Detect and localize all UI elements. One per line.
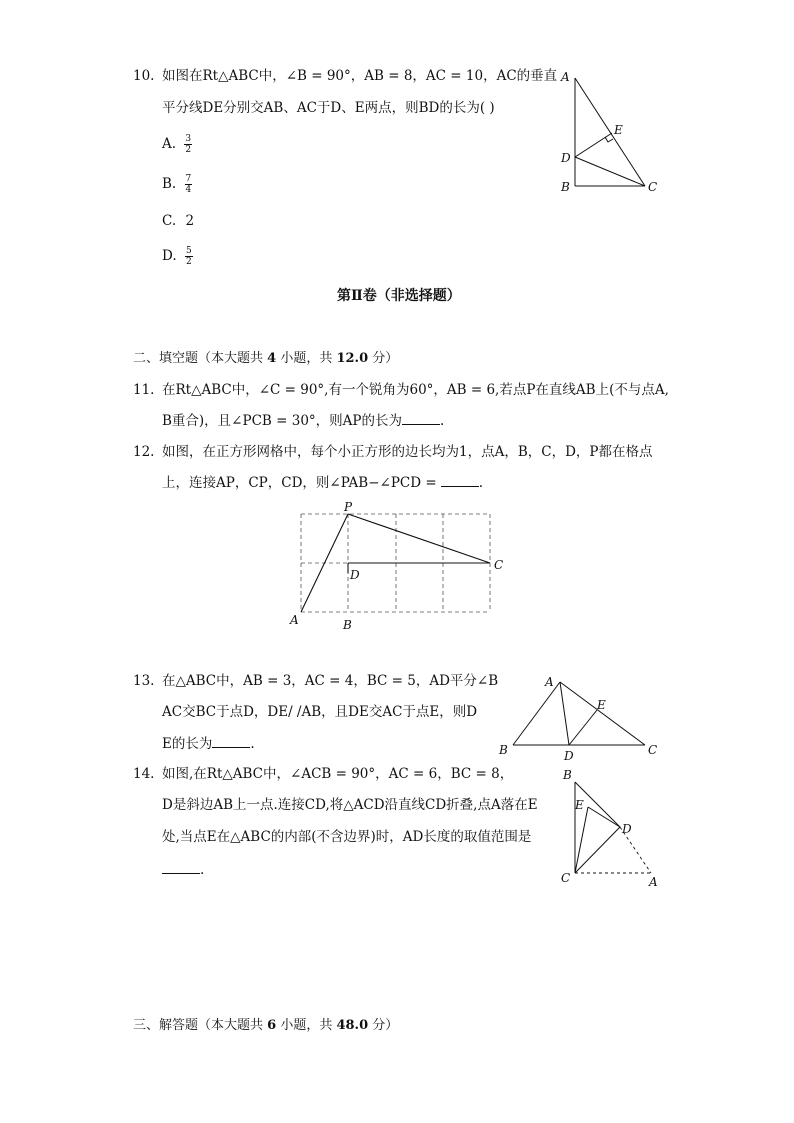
option-value: 2 <box>185 213 195 229</box>
part-2-mid: 小题，共 <box>276 351 337 366</box>
q14-line2: D是斜边AB上一点.连接CD,将△ACD沿直线CD折叠,点A落在E <box>162 797 538 813</box>
q13-line2: AC交BC于点D，DE/ /AB，且DE交AC于点E，则D <box>162 704 478 720</box>
label-c: C <box>494 558 504 572</box>
answer-blank[interactable] <box>402 410 440 425</box>
option-label: C. <box>162 213 177 229</box>
label-a: A <box>290 613 299 627</box>
label-c: C <box>561 871 571 885</box>
segment-ce <box>575 807 588 873</box>
part-2-suffix: 分） <box>368 351 399 366</box>
fraction-denominator: 2 <box>185 257 192 267</box>
segment-pc <box>348 514 490 563</box>
q10-option-b[interactable] <box>162 174 192 195</box>
part-3-heading <box>133 1014 398 1033</box>
option-label: A. <box>162 136 177 152</box>
label-b: B <box>343 618 352 632</box>
q11-end: . <box>440 413 445 429</box>
segment-ac <box>575 78 645 186</box>
q11-number: 11. <box>133 382 155 398</box>
label-b: B <box>563 768 572 782</box>
label-d: D <box>350 568 360 582</box>
part-3-suffix: 分） <box>368 1018 399 1033</box>
right-angle-mark <box>605 137 613 142</box>
label-b: B <box>561 180 570 194</box>
fraction-numerator: 5 <box>185 246 192 256</box>
fraction <box>185 174 193 195</box>
part-3-score: 48.0 <box>336 1018 369 1033</box>
label-d: D <box>564 749 574 763</box>
label-e: E <box>597 698 606 712</box>
segment-ad <box>560 682 569 745</box>
fraction-denominator: 2 <box>185 145 192 155</box>
q10-line1: 如图在Rt△ABC中，∠B = 90°，AB = 8，AC = 10，AC的垂直 <box>162 68 558 84</box>
label-d: D <box>561 151 571 165</box>
part-2-score: 12.0 <box>336 351 369 366</box>
part-2-count: 4 <box>267 351 277 366</box>
answer-blank[interactable] <box>441 472 479 487</box>
label-a: A <box>561 70 570 84</box>
q13-line3-wrap <box>162 733 255 754</box>
section-2-title: 第Ⅱ卷（非选择题） <box>337 288 461 304</box>
segment-cd <box>575 827 620 873</box>
label-a: A <box>545 675 554 689</box>
fraction <box>184 134 192 155</box>
q11-line2: B重合)，且∠PCB = 30°，则AP的长为 <box>162 413 402 429</box>
answer-blank[interactable] <box>212 733 250 748</box>
answer-blank[interactable] <box>162 859 200 874</box>
label-e: E <box>575 798 584 812</box>
q13-line1: 在△ABC中，AB = 3，AC = 4，BC = 5，AD平分∠B <box>162 673 499 689</box>
segment-dc <box>575 157 645 186</box>
q13-line3: E的长为 <box>162 736 213 752</box>
q14-end: . <box>200 862 205 878</box>
part-3-count: 6 <box>267 1018 277 1033</box>
q14-line1: 如图,在Rt△ABC中，∠ACB = 90°，AC = 6，BC = 8， <box>162 766 514 782</box>
segment-ed <box>588 807 620 827</box>
option-label: B. <box>162 176 177 192</box>
q12-end: . <box>478 475 483 491</box>
q13-end: . <box>250 736 255 752</box>
fraction-denominator: 4 <box>185 185 192 195</box>
segment-de <box>569 710 597 745</box>
fraction-numerator: 3 <box>185 134 192 144</box>
label-c: C <box>648 180 658 194</box>
part-2-heading <box>133 347 398 366</box>
segment-ab <box>513 682 560 745</box>
q13-number: 13. <box>133 673 155 689</box>
label-b: B <box>499 743 508 757</box>
label-c: C <box>648 743 658 757</box>
q10-number: 10. <box>133 68 155 84</box>
q11-line2-wrap <box>162 410 444 431</box>
q12-number: 12. <box>133 444 155 460</box>
q14-number: 14. <box>133 766 155 782</box>
label-a: A <box>649 875 658 889</box>
segment-ac <box>560 682 645 745</box>
q14-line3: 处,当点E在△ABC的内部(不含边界)时，AD长度的取值范围是 <box>162 829 532 845</box>
label-p: P <box>344 500 353 514</box>
q13-figure <box>495 670 665 765</box>
label-d: D <box>622 822 632 836</box>
part-3-mid: 小题，共 <box>276 1018 337 1033</box>
q10-option-a[interactable] <box>162 134 192 155</box>
segment-de <box>575 133 612 157</box>
option-label: D. <box>162 248 177 264</box>
q12-line1: 如图，在正方形网格中，每个小正方形的边长均为1，点A，B，C，D，P都在格点 <box>162 444 653 460</box>
q10-line2: 平分线DE分别交AB、AC于D、E两点，则BD的长为( ) <box>162 100 495 116</box>
label-e: E <box>614 123 623 137</box>
q12-grid-figure <box>285 500 515 635</box>
q12-line2-wrap <box>162 472 483 493</box>
fraction-numerator: 7 <box>185 174 192 184</box>
q14-line4-wrap <box>162 859 204 880</box>
fraction <box>185 246 193 267</box>
q11-line1: 在Rt△ABC中，∠C = 90°,有一个锐角为60°，AB = 6,若点P在直线AB上(不与点A, <box>162 382 669 398</box>
q10-figure <box>555 66 670 201</box>
part-2-prefix: 二、填空题（本大题共 <box>133 351 268 366</box>
q12-line2: 上，连接AP，CP，CD，则∠PAB−∠PCD = <box>162 475 437 491</box>
part-3-prefix: 三、解答题（本大题共 <box>133 1018 268 1033</box>
q10-option-d[interactable] <box>162 246 193 267</box>
q14-figure <box>555 765 670 895</box>
q10-option-c[interactable] <box>162 213 194 229</box>
